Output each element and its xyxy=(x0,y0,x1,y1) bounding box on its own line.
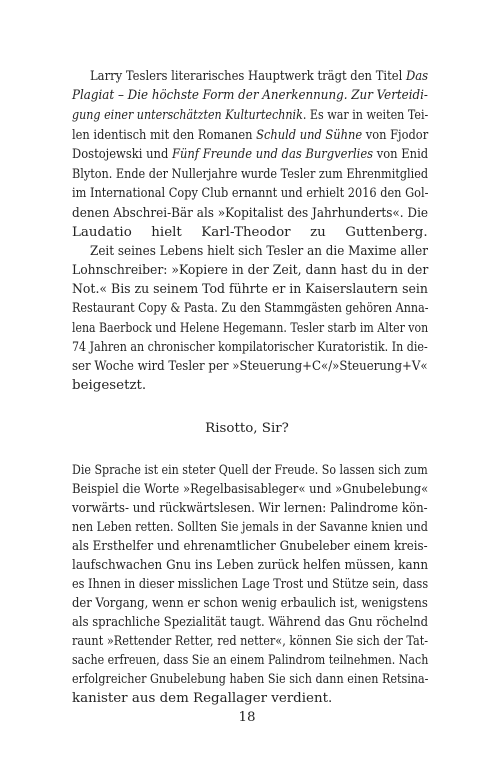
section-heading: Risotto, Sir? xyxy=(205,421,289,437)
text-line: Restaurant Copy & Pasta. Zu den Stammgästen gehören Anna- xyxy=(72,300,429,316)
text-line xyxy=(72,168,428,181)
italic-title: gung einer unterschätzten Kulturtechnik xyxy=(72,107,303,123)
text-line: als sprachliche Spezialität taugt. Während das Gnu röchelnd xyxy=(72,614,429,630)
text-line: nen Leben retten. Sollten Sie jemals in der Savanne knien und xyxy=(72,519,428,535)
text-span: len identisch mit den Romanen xyxy=(72,127,257,143)
text-span: Dostojewski und xyxy=(72,146,172,162)
text-span: von Fjodor xyxy=(362,127,429,143)
text-line xyxy=(72,129,428,142)
text-line: raunt »Rettender Retter, red netter«, können Sie sich der Tat- xyxy=(72,633,429,649)
text-line: Die Sprache ist ein steter Quell der Freude. So lassen sich zum xyxy=(72,462,428,478)
text-line xyxy=(90,70,428,83)
italic-title: Plagiat – Die höchste Form der Anerkennung. Zur Verteidi- xyxy=(72,88,428,103)
italic-title: Schuld und Sühne xyxy=(256,127,363,143)
text-line: Not.« Bis zu seinem Tod führte er in Kaiserslautern sein xyxy=(72,281,428,297)
text-line: Zeit seines Lebens hielt sich Tesler an die Maxime aller xyxy=(90,243,428,259)
italic-title: Fünf Freunde und das Burgverlies xyxy=(171,146,374,162)
text-span: von Enid xyxy=(373,146,429,162)
text-line: ser Woche wird Tesler per »Steuerung+C«/»Steuerung+V« xyxy=(72,358,428,374)
text-line: sache erfreuen, dass Sie an einem Palindrom teilnehmen. Nach xyxy=(72,652,429,668)
text-line: kanister aus dem Regallager verdient. xyxy=(72,691,333,706)
text-span: . Es war in weiten Tei- xyxy=(302,107,429,123)
text-line: vorwärts- und rückwärtslesen. Wir lernen: Palindrome kön- xyxy=(72,500,428,516)
text-line: Beispiel die Worte »Regelbasisableger« und »Gnubelebung« xyxy=(72,481,429,497)
text-line: der Vorgang, wenn er schon wenig erbaulich ist, wenigstens xyxy=(72,595,428,611)
text-line: laufschwachen Gnu ins Leben zurück helfen müssen, kann xyxy=(72,557,429,573)
text-line: beigesetzt. xyxy=(72,377,147,393)
text-span: Blyton. Ende der Nullerjahre wurde Tesler zum Ehrenmitglied xyxy=(72,166,429,182)
text-line xyxy=(72,187,428,200)
text-line: 74 Jahren an chronischer kompilatorischer Kuratoristik. In die- xyxy=(72,339,428,355)
text-line: Lohnschreiber: »Kopiere in der Zeit, dann hast du in der xyxy=(72,262,429,278)
text-line xyxy=(72,207,428,220)
text-line: es Ihnen in dieser misslichen Lage Trost und Stütze sein, dass xyxy=(72,576,429,592)
text-line xyxy=(72,226,428,239)
text-span: Larry Teslers literarisches Hauptwerk trägt den Titel xyxy=(90,69,406,84)
italic-title: Das xyxy=(405,69,429,84)
text-line xyxy=(72,89,428,102)
text-span: Laudatio hielt Karl-Theodor zu Guttenberg. xyxy=(72,224,428,240)
text-line xyxy=(72,148,428,161)
text-line: lena Baerbock und Helene Hegemann. Tesler starb im Alter von xyxy=(72,320,429,336)
text-line: erfolgreicher Gnubelebung haben Sie sich dann einen Retsina- xyxy=(72,671,429,687)
text-span: denen Abschrei-Bär als »Kopitalist des Jahrhunderts«. Die xyxy=(72,205,429,221)
text-line xyxy=(72,109,428,122)
text-line: als Ersthelfer und ehrenamtlicher Gnubeleber einem kreis- xyxy=(72,538,428,554)
text-span: im International Copy Club ernannt und erhielt 2016 den Gol- xyxy=(72,185,429,201)
page-number: 18 xyxy=(238,710,256,725)
